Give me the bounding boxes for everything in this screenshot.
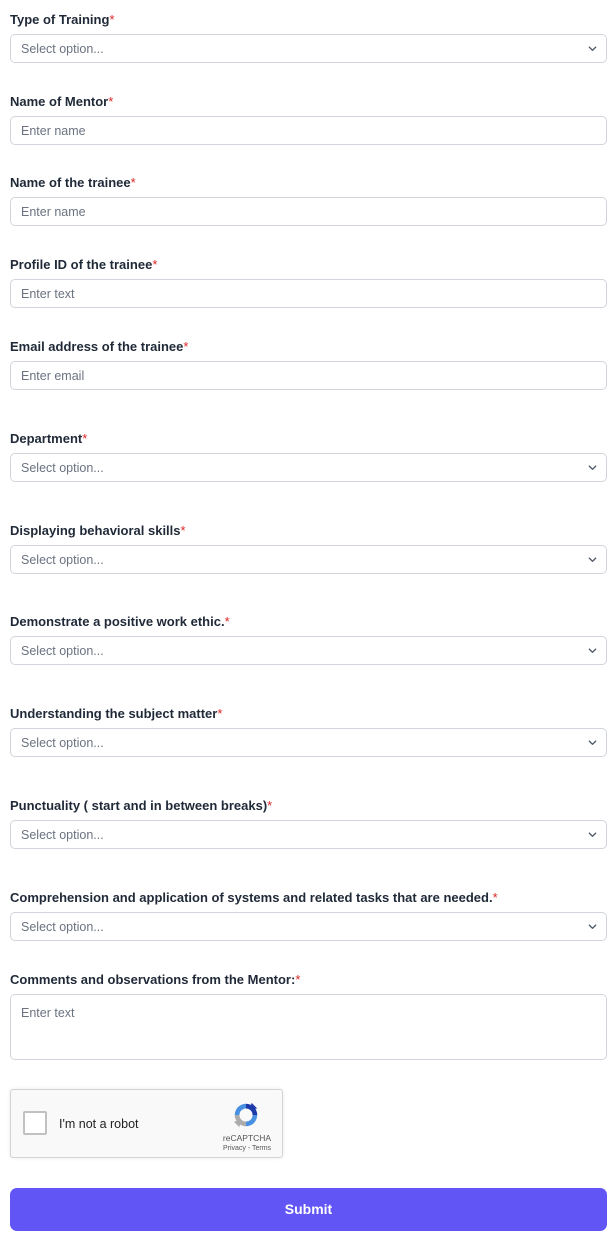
field-label: Name of Mentor*	[10, 94, 114, 109]
field-label: Profile ID of the trainee*	[10, 257, 158, 272]
field-comments	[10, 972, 607, 1020]
select-placeholder: Select option...	[21, 920, 104, 934]
field-name-of-trainee	[10, 175, 607, 219]
recaptcha-brand: reCAPTCHA	[222, 1133, 272, 1143]
field-label: Department*	[10, 431, 88, 446]
select-placeholder: Select option...	[21, 42, 104, 56]
recaptcha-privacy-link[interactable]: Privacy	[222, 1145, 246, 1152]
type-of-training-select[interactable]	[10, 34, 607, 63]
chevron-down-icon	[587, 829, 598, 840]
field-label: Comments and observations from the Mentor:*	[10, 972, 301, 987]
textarea-placeholder: Enter text	[21, 1006, 75, 1020]
punctuality-select[interactable]	[10, 820, 607, 849]
field-email	[10, 339, 607, 383]
input-placeholder: Enter name	[21, 124, 86, 138]
input-placeholder: Enter name	[21, 205, 86, 219]
email-input[interactable]	[10, 361, 607, 390]
chevron-down-icon	[587, 737, 598, 748]
profile-id-input[interactable]	[10, 279, 607, 308]
recaptcha-terms-link[interactable]: Terms	[252, 1145, 272, 1152]
recaptcha-checkbox[interactable]	[23, 1111, 47, 1135]
field-label: Comprehension and application of systems and related tasks that are needed.*	[10, 890, 498, 905]
department-select[interactable]	[10, 453, 607, 482]
work-ethic-select[interactable]	[10, 636, 607, 665]
select-placeholder: Select option...	[21, 553, 104, 567]
field-profile-id	[10, 257, 607, 301]
recaptcha-widget	[10, 1089, 283, 1158]
trainee-name-input[interactable]	[10, 197, 607, 226]
field-department	[10, 431, 607, 475]
recaptcha-label: I'm not a robot	[59, 1117, 139, 1131]
field-punctuality	[10, 798, 607, 842]
subject-matter-select[interactable]	[10, 728, 607, 757]
field-label: Punctuality ( start and in between breaks)*	[10, 798, 273, 813]
field-label: Type of Training*	[10, 12, 115, 27]
field-type-of-training	[10, 12, 607, 56]
field-label: Name of the trainee*	[10, 175, 136, 190]
field-name-of-mentor	[10, 94, 607, 138]
comprehension-select[interactable]	[10, 912, 607, 941]
chevron-down-icon	[587, 43, 598, 54]
field-label: Understanding the subject matter*	[10, 706, 223, 721]
chevron-down-icon	[587, 554, 598, 565]
recaptcha-logo-icon	[231, 1100, 261, 1130]
input-placeholder: Enter text	[21, 287, 75, 301]
comments-textarea[interactable]	[10, 994, 607, 1060]
behavioral-skills-select[interactable]	[10, 545, 607, 574]
select-placeholder: Select option...	[21, 736, 104, 750]
submit-button[interactable]: Submit	[10, 1188, 607, 1231]
select-placeholder: Select option...	[21, 461, 104, 475]
field-label: Email address of the trainee*	[10, 339, 189, 354]
field-behavioral-skills	[10, 523, 607, 567]
input-placeholder: Enter email	[21, 369, 85, 383]
select-placeholder: Select option...	[21, 644, 104, 658]
field-subject-matter	[10, 706, 607, 750]
field-label: Demonstrate a positive work ethic.*	[10, 614, 230, 629]
recaptcha-link-separator: -	[245, 1145, 252, 1152]
select-placeholder: Select option...	[21, 828, 104, 842]
recaptcha-links	[217, 1145, 277, 1152]
mentor-name-input[interactable]	[10, 116, 607, 145]
chevron-down-icon	[587, 645, 598, 656]
chevron-down-icon	[587, 462, 598, 473]
field-work-ethic	[10, 614, 607, 658]
field-comprehension	[10, 890, 607, 934]
field-label: Displaying behavioral skills*	[10, 523, 186, 538]
chevron-down-icon	[587, 921, 598, 932]
